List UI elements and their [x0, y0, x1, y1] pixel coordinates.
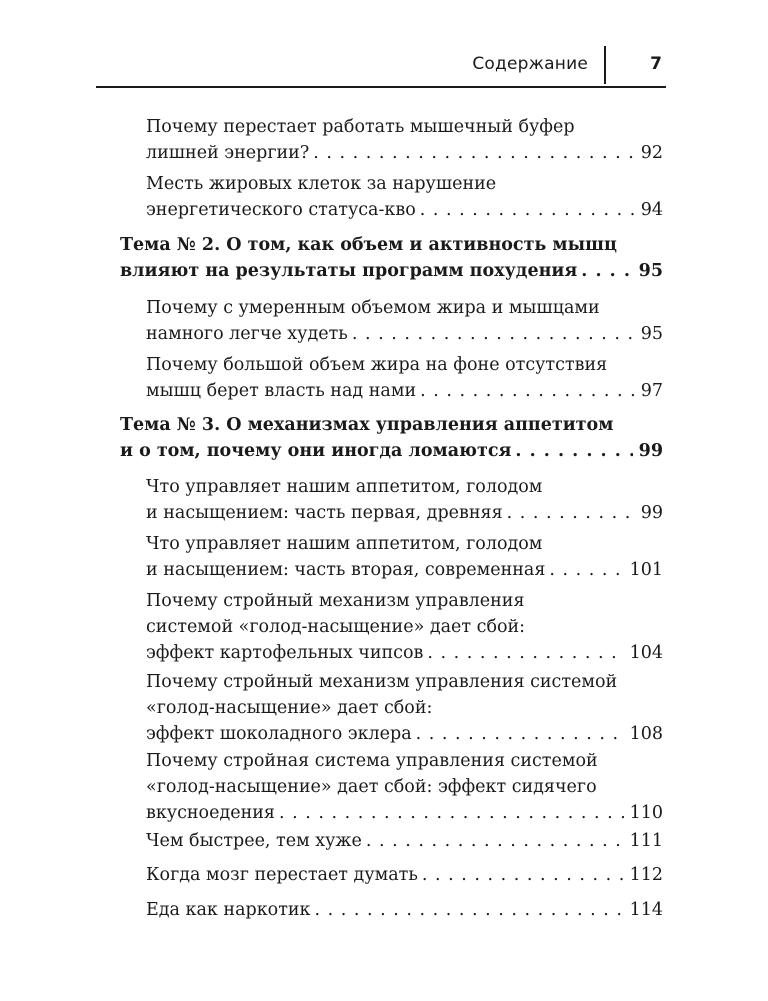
toc-topic-entry[interactable]: [120, 412, 663, 464]
toc-entry-line: эффект картофельных чипсов: [146, 643, 424, 663]
toc-entry-line: Почему перестает работать мышечный буфер: [146, 117, 575, 137]
toc-entry[interactable]: [146, 295, 663, 347]
header-rule: [96, 86, 666, 88]
dot-leader: [549, 557, 623, 583]
toc-entry-line: намного легче худеть: [146, 324, 348, 344]
toc-entry[interactable]: [146, 474, 663, 526]
toc-entry-line: влияют на результаты программ похудения: [120, 261, 578, 281]
toc-page-number: 97: [640, 381, 663, 401]
dot-leader: [422, 862, 624, 888]
toc-topic-entry[interactable]: [120, 232, 663, 284]
toc-entry-line: Почему стройный механизм управления системой: [146, 672, 618, 692]
toc-entry-line: и насыщением: часть вторая, современная: [146, 560, 546, 580]
dot-leader: [507, 500, 635, 526]
dot-leader: [420, 378, 635, 404]
toc-page-number: 101: [629, 560, 663, 580]
running-head-title: Содержание: [472, 54, 588, 74]
toc-entry[interactable]: [146, 748, 663, 826]
toc-page-number: 108: [629, 724, 663, 744]
toc-entry-line: «голод-насыщение» дает сбой: эффект сидячего: [146, 777, 597, 797]
toc-page-number: 111: [629, 831, 663, 851]
toc-entry-line: эффект шоколадного эклера: [146, 724, 412, 744]
toc-entry-line: Почему с умеренным объемом жира и мышцами: [146, 298, 600, 318]
dot-leader: [515, 438, 632, 464]
dot-leader: [352, 321, 635, 347]
toc-entry-line: Что управляет нашим аппетитом, голодом: [146, 534, 543, 554]
page-number: 7: [650, 54, 662, 74]
dot-leader: [420, 197, 635, 223]
toc-page-number: 99: [640, 503, 663, 523]
toc-page-number: 104: [629, 643, 663, 663]
toc-page-number: 112: [629, 865, 663, 885]
toc-entry-line: Почему стройный механизм управления: [146, 591, 525, 611]
toc-entry-line: «голод-насыщение» дает сбой:: [146, 698, 433, 718]
toc-entry-line: Чем быстрее, тем хуже: [146, 831, 362, 851]
toc-entry[interactable]: [146, 669, 663, 747]
toc-entry[interactable]: [146, 828, 663, 854]
running-head: [96, 46, 666, 90]
toc-entry-line: лишней энергии?: [146, 143, 310, 163]
dot-leader: [581, 258, 632, 284]
toc-entry[interactable]: [146, 588, 663, 666]
toc-page-number: 110: [629, 803, 663, 823]
toc-entry[interactable]: [146, 531, 663, 583]
toc-entry[interactable]: [146, 352, 663, 404]
toc-entry-line: Тема № 2. О том, как объем и активность мышц: [120, 235, 617, 255]
toc-entry[interactable]: [146, 171, 663, 223]
dot-leader: [314, 897, 623, 923]
toc-entry-line: мышц берет власть над нами: [146, 381, 417, 401]
dot-leader: [279, 800, 624, 826]
toc-page-number: 95: [638, 261, 663, 281]
toc-entry-line: Еда как наркотик: [146, 900, 311, 920]
toc-entry-line: Тема № 3. О механизмах управления аппетитом: [120, 415, 614, 435]
toc-entry-line: и о том, почему они иногда ломаются: [120, 441, 512, 461]
toc-entry[interactable]: [146, 897, 663, 923]
toc-entry-line: Почему стройная система управления системой: [146, 751, 598, 771]
toc-entry[interactable]: [146, 862, 663, 888]
dot-leader: [427, 640, 623, 666]
toc-entry-line: вкусноедения: [146, 803, 275, 823]
toc-entry-line: Что управляет нашим аппетитом, голодом: [146, 477, 543, 497]
toc-entry-line: Когда мозг перестает думать: [146, 865, 418, 885]
running-head-divider: [604, 46, 606, 84]
dot-leader: [416, 721, 624, 747]
toc-entry[interactable]: [146, 114, 663, 166]
toc-page-number: 99: [638, 441, 663, 461]
toc-entry-line: системой «голод-насыщение» дает сбой:: [146, 617, 526, 637]
toc-entry-line: энергетического статуса-кво: [146, 200, 416, 220]
dot-leader: [313, 140, 635, 166]
toc-entry-line: Месть жировых клеток за нарушение: [146, 174, 497, 194]
toc-page-number: 92: [640, 143, 663, 163]
toc-page-number: 114: [629, 900, 663, 920]
dot-leader: [366, 828, 624, 854]
toc-page-number: 94: [640, 200, 663, 220]
toc-entry-line: и насыщением: часть первая, древняя: [146, 503, 503, 523]
toc-entry-line: Почему большой объем жира на фоне отсутствия: [146, 355, 608, 375]
toc-page-number: 95: [640, 324, 663, 344]
